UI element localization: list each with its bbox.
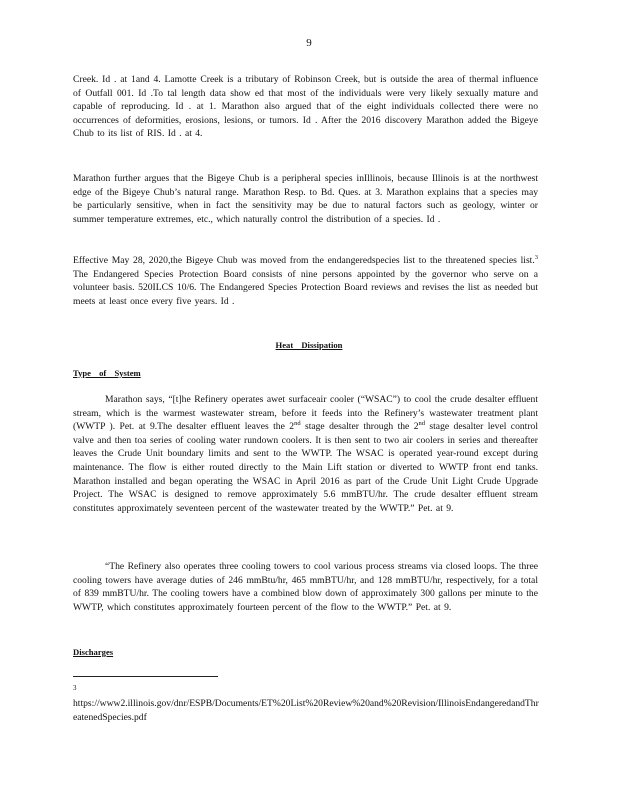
footnote-mark: 3: [73, 684, 77, 692]
footnote-reference[interactable]: 3: [534, 253, 538, 261]
superscript-nd-1: nd: [294, 420, 301, 427]
paragraph-wsac-text-b: stage desalter through the 2: [300, 421, 419, 433]
paragraph-wsac-text-c: stage desalter level control valve and then toa series of cooling water rundown coolers. It is then sent to two air coolers in series and thereafter leaves the Crude Unit boundary limits and sent to the WWTP. The WSAC is operated year-round except during maintenance. The flow is either routed directly to the Main Lift station or diverted to WWTP front end tanks. Marathon installed and began operating the WSAC in April 2016 as part of the Crude Unit Light Crude Upgrade Project. The WSAC is designed to remove approximately 5.6 mmBTU/hr. The crude desalter effluent stream constitutes approximately seventeen percent of the wastewater treated by the WWTP.” Pet. at 9.: [73, 421, 538, 514]
heading-discharges: [73, 647, 113, 657]
paragraph-threatened-listing-text-a: Effective May 28, 2020,the Bigeye Chub was moved from the endangeredspecies list to the threatened species list.: [73, 255, 535, 266]
paragraph-threatened-listing-text-b: The Endangered Species Protection Board consists of nine persons appointed by the governor who serve on a volunteer basis. 520ILCS 10/6. The Endangered Species Protection Board reviews and revises the list as needed but meets at least once every five years. Id .: [73, 268, 538, 307]
heading-heat-dissipation-text: Heat Dissipation: [275, 340, 343, 350]
heading-discharges-text: Discharges: [73, 647, 114, 657]
superscript-nd-2: nd: [418, 420, 425, 427]
paragraph-threatened-listing: [73, 254, 538, 308]
paragraph-peripheral-species: Marathon further argues that the Bigeye Chub is a peripheral species inIllinois, because Illinois is at the northwest edge of the Bigeye Chub’s natural range. Marathon Resp. to Bd. Ques. at 3. Marathon explains that a species may be particularly sensitive, when in fact the sensitivity may be due to natural factors such as geology, winter or summer temperature extremes, etc., which naturally control the distribution of a species. Id .: [73, 173, 538, 225]
footnote-url-link[interactable]: https://www2.illinois.gov/dnr/ESPB/Documents/ET%20List%20Review%20and%20Revision/IllinoisEndangeredandThreatenedSpecies.pdf: [73, 698, 539, 723]
paragraph-cooling-towers: “The Refinery also operates three cooling towers to cool various process streams via closed loops. The three cooling towers have average duties of 246 mmBtu/hr, 465 mmBTU/hr, and 128 mmBTU/hr, respectively, for a total of 839 mmBTU/hr. The cooling towers have a combined blow down of approximately 300 gallons per minute to the WWTP, which constitutes approximately fourteen percent of the flow to the WWTP.” Pet. at 9.: [73, 561, 538, 613]
heading-type-of-system: [73, 368, 141, 378]
heading-type-of-system-text: Type of System: [73, 368, 141, 378]
page-number: 9: [306, 37, 312, 49]
heading-heat-dissipation: [0, 340, 618, 350]
footnote-divider: [73, 676, 218, 677]
paragraph-wsac-text-a: Marathon says, “[t]he Refinery operates awet surfaceair cooler (“WSAC”) to cool the crude desalter effluent stream, which is the warmest wastewater stream, before it feeds into the Refinery’s wastewater treatment plant (WWTP ). Pet. at 9.The desalter effluent leaves the 2: [73, 394, 538, 433]
paragraph-bigeye-chub-survey: Creek. Id . at 1and 4. Lamotte Creek is a tributary of Robinson Creek, but is outside the area of thermal influence of Outfall 001. Id .To tal length data show ed that most of the individuals were very likely sexually mature and capable of reproducing. Id . at 1. Marathon also argued that of the eight individuals collected there were no occurrences of deformities, erosions, lesions, or tumors. Id . After the 2016 discovery Marathon added the Bigeye Chub to its list of RIS. Id . at 4.: [73, 74, 538, 140]
paragraph-wsac-description: [73, 393, 538, 515]
